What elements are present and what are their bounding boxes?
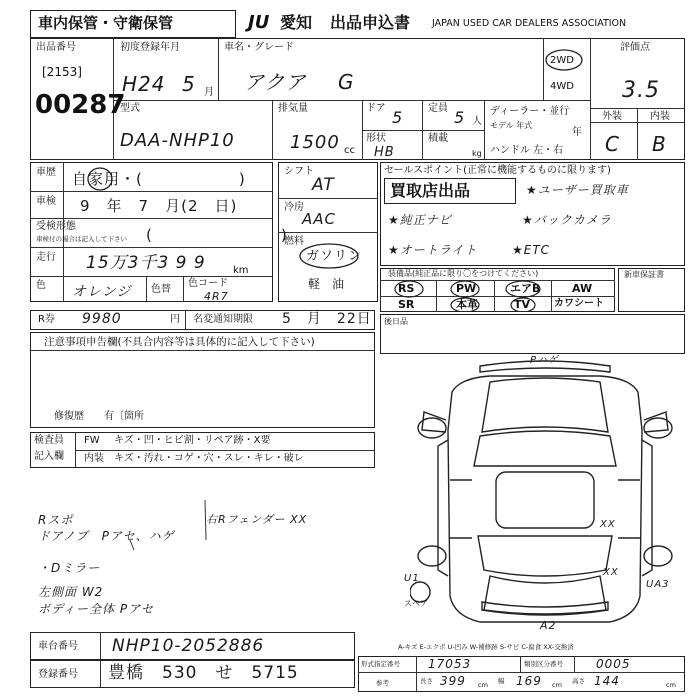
type-value: DAA-NHP10 bbox=[120, 130, 235, 151]
cooling-label: 冷房 bbox=[284, 202, 304, 213]
length-label: 長さ bbox=[420, 677, 433, 685]
sales-item-3: ★バックカメラ bbox=[522, 213, 612, 227]
recycle-label: R券 bbox=[38, 314, 55, 325]
note-lines bbox=[20, 480, 260, 620]
score-value: 3.5 bbox=[622, 78, 660, 103]
note-3: ・Dミラー bbox=[38, 561, 101, 575]
sales-points-label: セールスポイント(正常に機能するものに限ります) bbox=[384, 165, 611, 176]
diagram-spare-label: スペア bbox=[404, 599, 428, 608]
note-4: 左側面 W2 bbox=[38, 585, 104, 599]
score-label: 評価点 bbox=[620, 42, 650, 53]
dealer-model-year: モデル 年式 bbox=[490, 121, 533, 130]
form-title: 出品申込書 bbox=[330, 13, 411, 32]
inspection-value: 9 年 7 月(2 日) bbox=[80, 197, 238, 215]
shape-label: 形状 bbox=[366, 133, 386, 144]
equip-sr: SR bbox=[398, 298, 415, 311]
warranty-label: 新車保証書 bbox=[624, 270, 664, 279]
cert-value: 17053 bbox=[428, 657, 472, 671]
repair-label: 修復歴 有〔箇所 bbox=[54, 411, 144, 422]
registration-label: 初度登録年月 bbox=[120, 42, 180, 53]
note-2: ドアノブ Pアセ、ハゲ bbox=[38, 529, 175, 543]
doors-label: ドア bbox=[366, 103, 386, 114]
association-name: JAPAN USED CAR DEALERS ASSOCIATION bbox=[432, 18, 627, 29]
dims-ref-label: 参考 bbox=[376, 679, 389, 687]
name-change-value: 5 月 22日 bbox=[282, 311, 372, 327]
chassis-label: 車台番号 bbox=[38, 641, 78, 652]
type-label: 型式 bbox=[120, 103, 140, 114]
score-int-label: 内装 bbox=[650, 111, 670, 122]
displacement-value: 1500 bbox=[290, 132, 340, 153]
mileage-unit: km bbox=[233, 265, 249, 276]
sales-item-1: ★ユーザー買取車 bbox=[526, 183, 629, 197]
lot-code: [2153] bbox=[42, 65, 82, 79]
sales-item-2: ★純正ナビ bbox=[388, 213, 452, 227]
note-5: ボディー全体 Pアセ bbox=[38, 602, 154, 616]
dealer-handle: ハンドル 左・右 bbox=[490, 145, 564, 156]
width-label: 幅 bbox=[498, 677, 505, 685]
equip-leather: 本革 bbox=[456, 298, 478, 311]
name-change-label: 名変通知期限 bbox=[193, 314, 253, 325]
capacity-label: 定員 bbox=[428, 103, 448, 114]
load-label: 積載 bbox=[428, 133, 448, 144]
plate-label: 登録番号 bbox=[38, 669, 78, 680]
storage-label: 車内保管・守衛保管 bbox=[38, 14, 174, 32]
registration-month-unit: 月 bbox=[204, 87, 214, 98]
mileage-value: 15万3千3 9 9 bbox=[86, 253, 206, 273]
inspector-int-items: キズ・汚れ・コゲ・穴・スレ・キレ・破レ bbox=[114, 453, 304, 464]
drive-2wd-circle bbox=[544, 48, 584, 72]
brand-logo: JU bbox=[248, 12, 270, 33]
drive-2wd: 2WD bbox=[550, 55, 574, 66]
registration-month: 5 bbox=[182, 72, 196, 96]
color-label: 色 bbox=[36, 280, 46, 291]
acceptance-value: ( ) bbox=[146, 226, 288, 244]
lot-label: 出品番号 bbox=[36, 42, 76, 53]
dealer-label: ディーラー・並行 bbox=[490, 106, 570, 117]
height-value: 144 bbox=[594, 674, 620, 688]
car-diagram bbox=[410, 360, 680, 640]
registration-year: H24 bbox=[122, 72, 166, 96]
inspector-int: 内装 bbox=[84, 453, 104, 464]
cooling-value: AAC bbox=[302, 210, 336, 228]
inspection-label: 車検 bbox=[36, 196, 56, 207]
equipment-label: 装備品(純正品に限り〇をつけてください) bbox=[388, 269, 539, 278]
after-date-label: 後日品 bbox=[384, 317, 408, 326]
damage-legend: A-キズ E-エクボ U-凹み W-補修跡 S-サビ C-腐食 XX-交換済 bbox=[398, 643, 574, 651]
model-label: 車名・グレード bbox=[224, 42, 294, 53]
diagram-mark-right-low: XX bbox=[603, 567, 619, 578]
doors-value: 5 bbox=[392, 108, 404, 127]
lot-number: 00287 bbox=[35, 90, 126, 120]
equip-rs: RS bbox=[398, 282, 415, 295]
score-ext-value: C bbox=[605, 132, 620, 156]
color-value: オレンジ bbox=[72, 284, 132, 300]
color-code-label: 色コード bbox=[188, 278, 228, 289]
score-int-value: B bbox=[652, 132, 667, 156]
color-code-value: 4R7 bbox=[204, 290, 229, 303]
length-value: 399 bbox=[440, 674, 466, 688]
note-1: Rスポ bbox=[38, 513, 74, 527]
fuel-label: 燃料 bbox=[284, 236, 304, 247]
diagram-mark-top: Pハゲ bbox=[530, 355, 560, 366]
equip-pw: PW bbox=[456, 282, 477, 295]
brand-name: 愛知 bbox=[280, 13, 313, 32]
height-label: 高さ bbox=[572, 677, 585, 685]
sales-headline: 買取店出品 bbox=[390, 181, 471, 200]
fuel-value: ガソリン bbox=[306, 249, 363, 264]
shift-value: AT bbox=[312, 175, 335, 195]
diagram-mark-right-mid: XX bbox=[600, 519, 616, 530]
load-unit: kg bbox=[472, 149, 482, 158]
inspector-label-1: 検査員 bbox=[34, 435, 64, 446]
recycle-value: 9980 bbox=[82, 311, 122, 327]
diagram-mark-far-right: UA3 bbox=[646, 579, 670, 590]
diagram-mark-left-low: U1 bbox=[404, 573, 420, 584]
fuel-circle bbox=[298, 242, 363, 270]
width-value: 169 bbox=[516, 674, 542, 688]
history-label: 車歴 bbox=[36, 167, 56, 178]
acceptance-note: 車検付の場合は記入して下さい bbox=[36, 235, 127, 243]
notes-label: 注意事項申告欄(不具合内容等は具体的に記入して下さい) bbox=[44, 336, 315, 348]
inspector-fw: FW bbox=[84, 435, 100, 446]
fuel-other: 軽 油 bbox=[308, 277, 345, 291]
displacement-unit: cc bbox=[344, 145, 355, 156]
equip-tv: TV bbox=[514, 298, 531, 311]
model-name: アクア bbox=[244, 70, 307, 94]
sales-item-5: ★ETC bbox=[512, 243, 551, 257]
capacity-unit: 人 bbox=[472, 116, 482, 127]
after-date-box bbox=[380, 314, 685, 354]
width-unit: cm bbox=[552, 681, 562, 689]
dealer-year-unit: 年 bbox=[572, 127, 582, 138]
inspector-label-2: 記入欄 bbox=[34, 451, 64, 462]
cert-label: 形式指定番号 bbox=[361, 660, 400, 668]
equip-seat: カワシート bbox=[554, 298, 604, 309]
equip-aw: AW bbox=[572, 282, 593, 295]
plate-value: 豊橋 530 せ 5715 bbox=[108, 663, 299, 683]
history-value: 自家用・( ) bbox=[72, 170, 246, 188]
height-unit: cm bbox=[666, 681, 676, 689]
equip-circles bbox=[380, 278, 556, 312]
class-value: 0005 bbox=[596, 657, 631, 671]
equip-airbag: エアB bbox=[510, 282, 541, 295]
color-replaced-label: 色替 bbox=[151, 284, 171, 295]
displacement-label: 排気量 bbox=[278, 103, 308, 114]
score-ext-label: 外装 bbox=[602, 111, 622, 122]
model-grade: G bbox=[338, 70, 355, 94]
sales-item-4: ★オートライト bbox=[388, 243, 478, 257]
chassis-value: NHP10-2052886 bbox=[112, 636, 265, 656]
recycle-unit: 円 bbox=[170, 314, 180, 325]
history-circle bbox=[86, 166, 114, 192]
mileage-label: 走行 bbox=[36, 252, 56, 263]
class-label: 類別区分番号 bbox=[524, 660, 563, 668]
note-6: 右Rフェンダー XX bbox=[206, 513, 308, 526]
drive-4wd: 4WD bbox=[550, 81, 574, 92]
diagram-mark-bottom: A2 bbox=[540, 619, 557, 632]
inspector-fw-items: キズ・凹・ヒビ割・リペア跡・X要 bbox=[114, 435, 271, 446]
shift-label: シフト bbox=[284, 166, 314, 177]
shape-value: HB bbox=[374, 145, 395, 160]
acceptance-label: 受検形態 bbox=[36, 221, 76, 232]
capacity-value: 5 bbox=[454, 108, 466, 127]
length-unit: cm bbox=[478, 681, 488, 689]
